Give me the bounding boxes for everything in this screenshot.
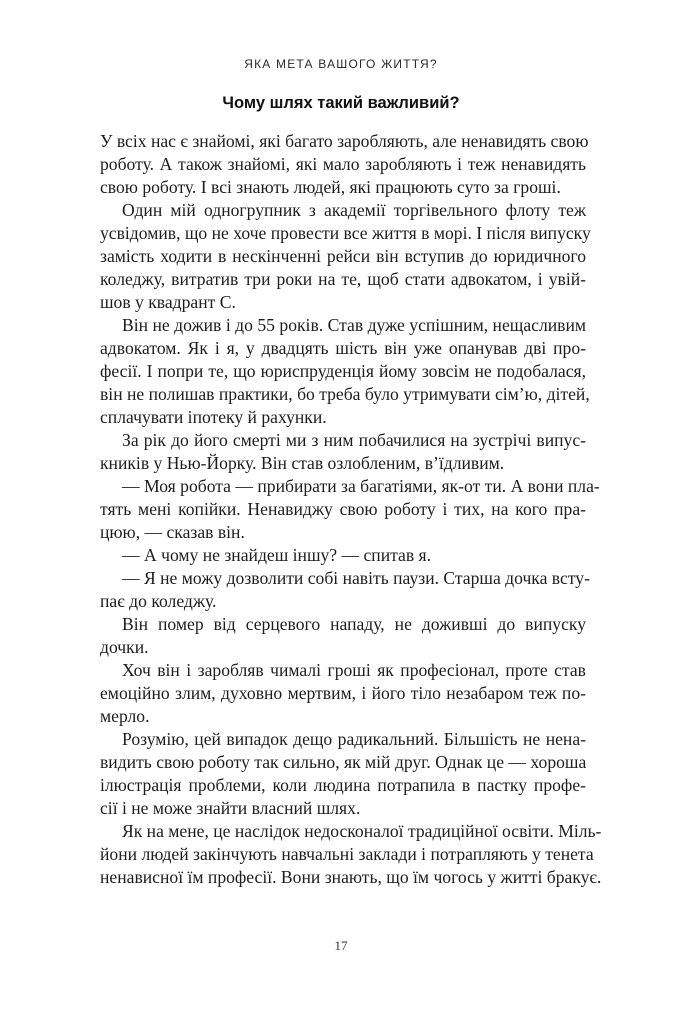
text-line: Він не дожив і до 55 років. Став дуже успішним, нещасливим [122,315,586,335]
text-line: ілюстрація проблеми, коли людина потрапила в пастку профе- [100,775,586,795]
text-line: мерло. [100,706,150,726]
text-line: йони людей закінчують навчальні заклади і потрапляють у тенета [100,844,594,864]
text-line: дочки. [100,637,149,657]
paragraph [100,728,586,820]
paragraph [100,429,586,475]
text-line: Розумію, цей випадок дещо радикальний. Більшість не нена- [122,729,586,749]
page-number: 17 [334,938,348,953]
text-line: фесії. І попри те, що юриспруденція йому зовсім не подобалася, [100,361,586,381]
text-line: емоційно злим, духовно мертвим, і його тіло незабаром теж по- [100,683,586,703]
text-line: Один мій одногрупник з академії торгівельного флоту теж [122,200,586,220]
paragraph [100,544,586,567]
text-line: Він помер від серцевого нападу, не дожившi до випуску [122,614,586,634]
text-line: У всіх нас є знайомі, які багато заробляють, але ненавидять свою [100,131,589,151]
text-line: Хоч він і заробляв чималі гроші як професіонал, проте став [122,660,586,680]
text-line: він не полишав практики, бо треба було утримувати сім’ю, дітей, [100,384,590,404]
text-line: усвідомив, що не хоче провести все життя в морі. І після випуску [100,223,591,243]
paragraph [100,613,586,659]
text-line: видить свою роботу так сильно, як мій друг. Однак це — хороша [100,752,587,772]
paragraph [100,130,589,199]
text-line: цюю, — сказав він. [100,522,245,542]
paragraph [100,475,600,544]
text-line: сії і не може знайти власний шлях. [100,798,361,818]
text-line: роботу. А також знайомі, які мало заробляють і теж ненавидять [100,154,586,174]
text-line: замість ходити в нескінченні рейси він вступив до юридичного [100,246,586,266]
text-line: Як на мене, це наслідок недосконалої традиційної освіти. Міль- [122,821,602,841]
paragraph [100,820,602,889]
text-line: — Я не можу дозволити собі навіть паузи. Старша дочка всту- [122,568,590,588]
body-text [100,130,602,889]
text-line: — Моя робота — прибирати за багатіями, як-от ти. А вони пла- [122,476,600,496]
running-head: ЯКА МЕТА ВАШОГО ЖИТТЯ? [244,57,438,71]
text-line: ненависної їм професії. Вони знають, що їм чогось у житті бракує. [100,867,602,887]
paragraph [100,659,586,728]
text-line: тять мені копійки. Ненавиджу свою роботу і тих, на кого пра- [100,499,586,519]
section-title: Чому шлях такий важливий? [222,94,460,112]
text-line: адвокатом. Як і я, у двадцять шість він уже опанував дві про- [100,338,586,358]
text-line: свою роботу. І всі знають людей, які працюють суто за гроші. [100,177,561,197]
text-line: шов у квадрант С. [100,292,236,312]
text-line: — А чому не знайдеш іншу? — спитав я. [122,545,432,565]
paragraph [100,314,590,429]
text-line: коледжу, витратив три роки на те, щоб стати адвокатом, і увій- [100,269,586,289]
paragraph [100,199,591,314]
text-line: За рік до його смерті ми з ним побачилися на зустрічі випус- [122,430,586,450]
text-line: кників у Нью-Йорку. Він став озлобленим, в’їдливим. [100,453,505,473]
paragraph [100,567,590,613]
text-line: сплачувати іпотеку й рахунки. [100,407,327,427]
text-line: пає до коледжу. [100,591,217,611]
